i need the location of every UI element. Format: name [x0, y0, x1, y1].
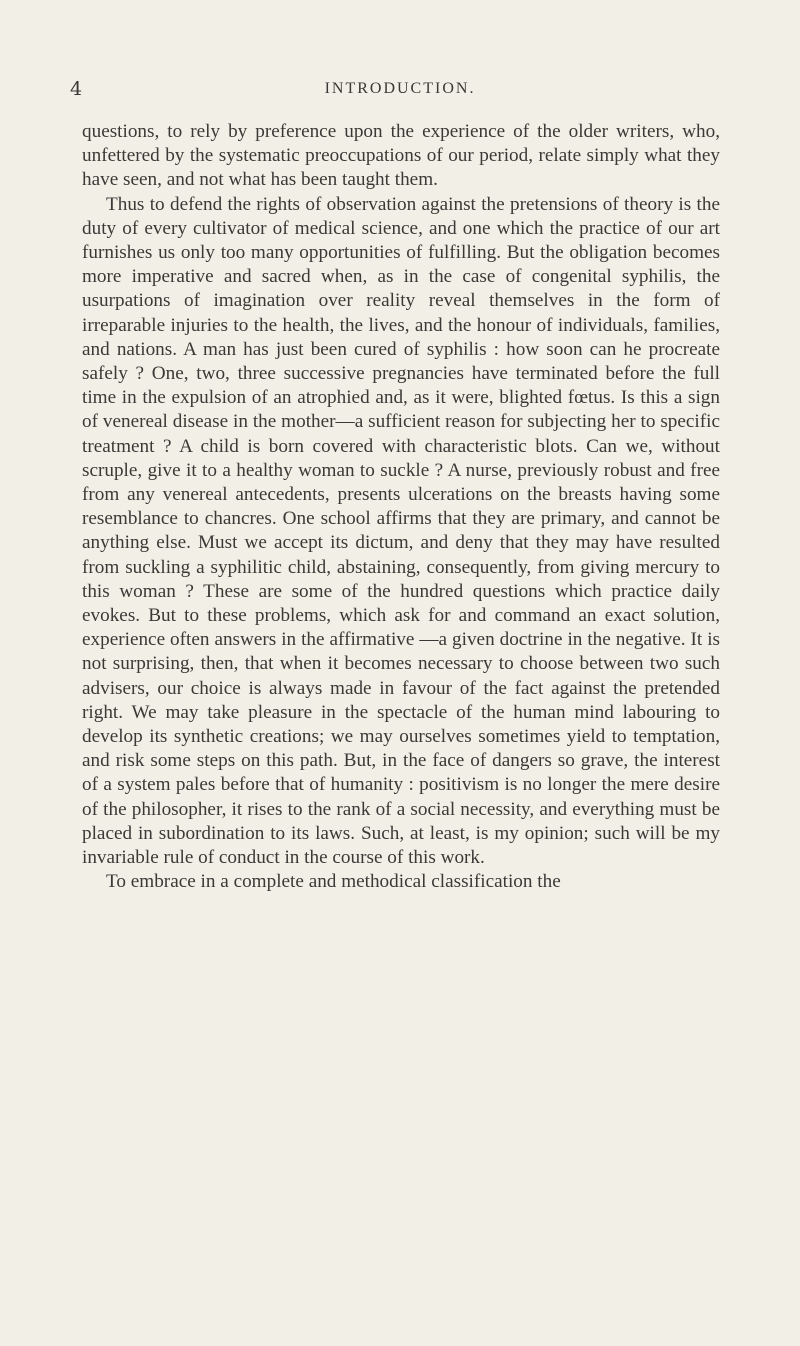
- page-number: 4: [70, 78, 83, 100]
- running-head: INTRODUCTION.: [324, 80, 476, 97]
- paragraph-continuation: questions, to rely by preference upon the experience of the older writers, who, unfettered by the systematic preoccupations of our period, relate simply what they have seen, and not what has been taught them.: [82, 121, 720, 191]
- body-text: [82, 120, 720, 895]
- paragraph: Thus to defend the rights of observation against the pretensions of theory is the duty of every cultivator of medical science, and one which the practice of our art furnishes us only too many opportunities of fulfilling. But the obligation becomes more imperative and sacred when, as in the case of congenital syphilis, the usurpations of imagination over reality reveal themselves in the form of irreparable injuries to the health, the lives, and the honour of individuals, families, and nations. A man has just been cured of syphilis : how soon can he procreate safely ? One, two, three successive pregnancies have terminated before the full time in the expulsion of an atrophied and, as it were, blighted fœtus. Is this a sign of venereal disease in the mother—a sufficient reason for subjecting her to specific treatment ? A child is born covered with characteristic blots. Can we, without scruple, give it to a healthy woman to suckle ? A nurse, previously robust and free from any venereal antecedents, presents ulcerations on the breasts having some resemblance to chancres. One school affirms that they are primary, and cannot be anything else. Must we accept its dictum, and deny that they may have resulted from suckling a syphilitic child, abstaining, consequently, from giving mercury to this woman ? These are some of the hundred questions which practice daily evokes. But to these problems, which ask for and command an exact solution, experience often answers in the affirmative —a given doctrine in the negative. It is not surprising, then, that when it becomes necessary to choose between two such advisers, our choice is always made in favour of the fact against the pretended right. We may take pleasure in the spectacle of the human mind labouring to develop its synthetic creations; we may ourselves sometimes yield to temptation, and risk some steps on this path. But, in the face of dangers so grave, the interest of a system pales before that of humanity : positivism is no longer the mere desire of the philosopher, it rises to the rank of a social necessity, and everything must be placed in subordination to its laws. Such, at least, is my opinion; such will be my invariable rule of conduct in the course of this work.: [82, 193, 720, 869]
- page-header: [0, 78, 800, 108]
- paragraph: To embrace in a complete and methodical classification the: [106, 871, 561, 893]
